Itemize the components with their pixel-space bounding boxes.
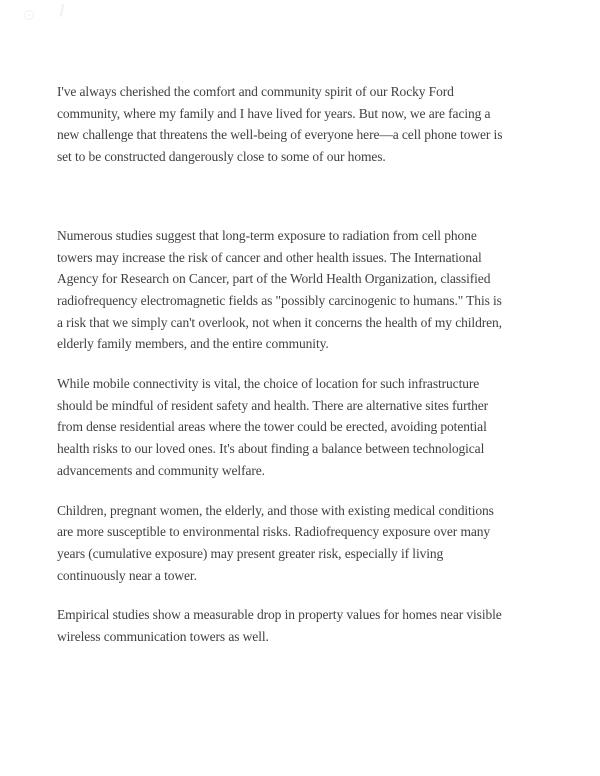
- text-line: Empirical studies show a measurable drop in property values for homes near visible: [57, 607, 502, 623]
- faint-mark-icon: [60, 4, 65, 17]
- paragraph-health-risks: [57, 225, 562, 355]
- paragraph-property-values: [57, 604, 562, 647]
- text-line: years (cumulative exposure) may present greater risk, especially if living: [57, 545, 444, 561]
- text-line: should be mindful of resident safety and health. There are alternative sites further: [57, 397, 489, 413]
- paragraph-vulnerable-groups: [57, 500, 562, 587]
- text-line: health risks to our loved ones. It's about finding a balance between technological: [57, 441, 485, 457]
- text-line: from dense residential areas where the tower could be erected, avoiding potential: [57, 419, 487, 435]
- text-line: community, where my family and I have lived for years. But now, we are facing a: [57, 105, 491, 121]
- faint-mark-icon: [24, 10, 34, 20]
- text-line: elderly family members, and the entire community.: [57, 336, 329, 352]
- text-line: While mobile connectivity is vital, the choice of location for such infrastructure: [57, 376, 480, 392]
- paragraph-alternative-sites: [57, 373, 562, 482]
- text-line: a risk that we simply can't overlook, not when it concerns the health of my children,: [57, 314, 502, 330]
- text-line: continuously near a tower.: [57, 567, 197, 583]
- text-line: Agency for Research on Cancer, part of the World Health Organization, classified: [57, 271, 491, 287]
- text-line: wireless communication towers as well.: [57, 629, 269, 645]
- text-line: are more susceptible to environmental risks. Radiofrequency exposure over many: [57, 524, 491, 540]
- text-line: set to be constructed dangerously close to some of our homes.: [57, 149, 386, 165]
- text-line: Children, pregnant women, the elderly, and those with existing medical conditions: [57, 502, 494, 518]
- letter-body: [57, 81, 562, 666]
- paragraph-intro: [57, 81, 562, 168]
- text-line: new challenge that threatens the well-being of everyone here—a cell phone tower is: [57, 127, 503, 143]
- text-line: radiofrequency electromagnetic fields as "possibly carcinogenic to humans." This is: [57, 292, 502, 308]
- text-line: I've always cherished the comfort and community spirit of our Rocky Ford: [57, 84, 454, 99]
- text-line: Numerous studies suggest that long-term exposure to radiation from cell phone: [57, 227, 477, 243]
- text-line: towers may increase the risk of cancer and other health issues. The International: [57, 249, 482, 265]
- text-line: advancements and community welfare.: [57, 462, 265, 478]
